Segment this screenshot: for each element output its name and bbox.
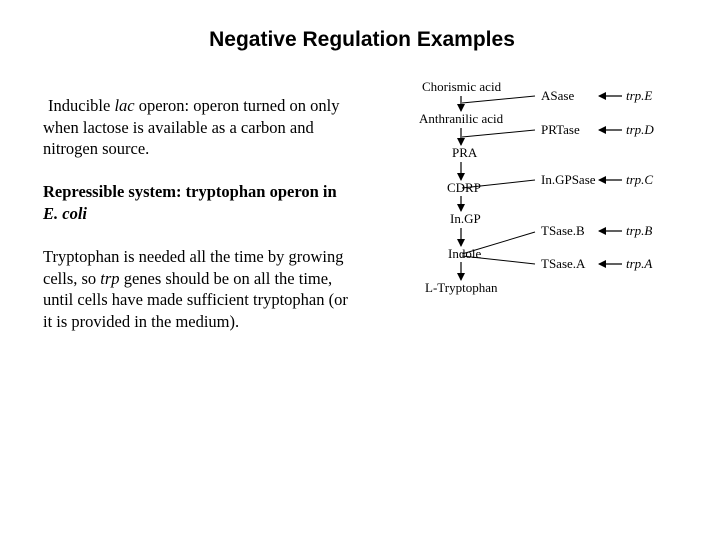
para1-text-start: Inducible xyxy=(48,96,115,115)
gene-trp-b: trp.B xyxy=(626,223,653,238)
para3-text-start: Tryptophan is needed all the time by growing cells, so xyxy=(43,247,344,288)
intermediate-pra: PRA xyxy=(452,145,478,160)
connector-asase xyxy=(462,96,535,103)
intermediate-anthranilic-acid: Anthranilic acid xyxy=(419,111,504,126)
intermediate-l-tryptophan: L-Tryptophan xyxy=(425,280,498,295)
connector-prtase xyxy=(462,130,535,137)
intermediate-chorismic-acid: Chorismic acid xyxy=(422,79,502,94)
enzyme-asase: ASase xyxy=(541,88,575,103)
connector-ingpsase xyxy=(462,180,535,188)
intermediate-ingp: In.GP xyxy=(450,211,481,226)
gene-trp-d: trp.D xyxy=(626,122,654,137)
para1-text-end: operon: operon turned on only when lactose is available as a carbon and nitrogen source. xyxy=(43,96,340,158)
connector-tsase-b xyxy=(462,232,535,254)
enzyme-tsase-b: TSase.B xyxy=(541,223,585,238)
para3-italic-trp: trp xyxy=(100,268,120,288)
enzyme-prtase: PRTase xyxy=(541,122,580,137)
slide-title: Negative Regulation Examples xyxy=(209,28,515,51)
intermediate-cdrp: CDRP xyxy=(447,180,481,195)
gene-trp-c: trp.C xyxy=(626,172,654,187)
enzyme-ingpsase: In.GPSase xyxy=(541,172,596,187)
para3-text-end: genes should be on all the time, until cells have made sufficient tryptophan (or it is provided in the medium). xyxy=(43,268,348,331)
para2-text: Repressible system: tryptophan operon in xyxy=(43,182,337,201)
para1-italic-lac: lac xyxy=(114,96,135,115)
intermediate-indole: Indole xyxy=(448,246,482,261)
connector-tsase-a xyxy=(462,256,535,264)
para2-italic-ecoli: E. coli xyxy=(43,203,87,223)
enzyme-tsase-a: TSase.A xyxy=(541,256,586,271)
gene-trp-a: trp.A xyxy=(626,256,653,271)
gene-trp-e: trp.E xyxy=(626,88,653,103)
